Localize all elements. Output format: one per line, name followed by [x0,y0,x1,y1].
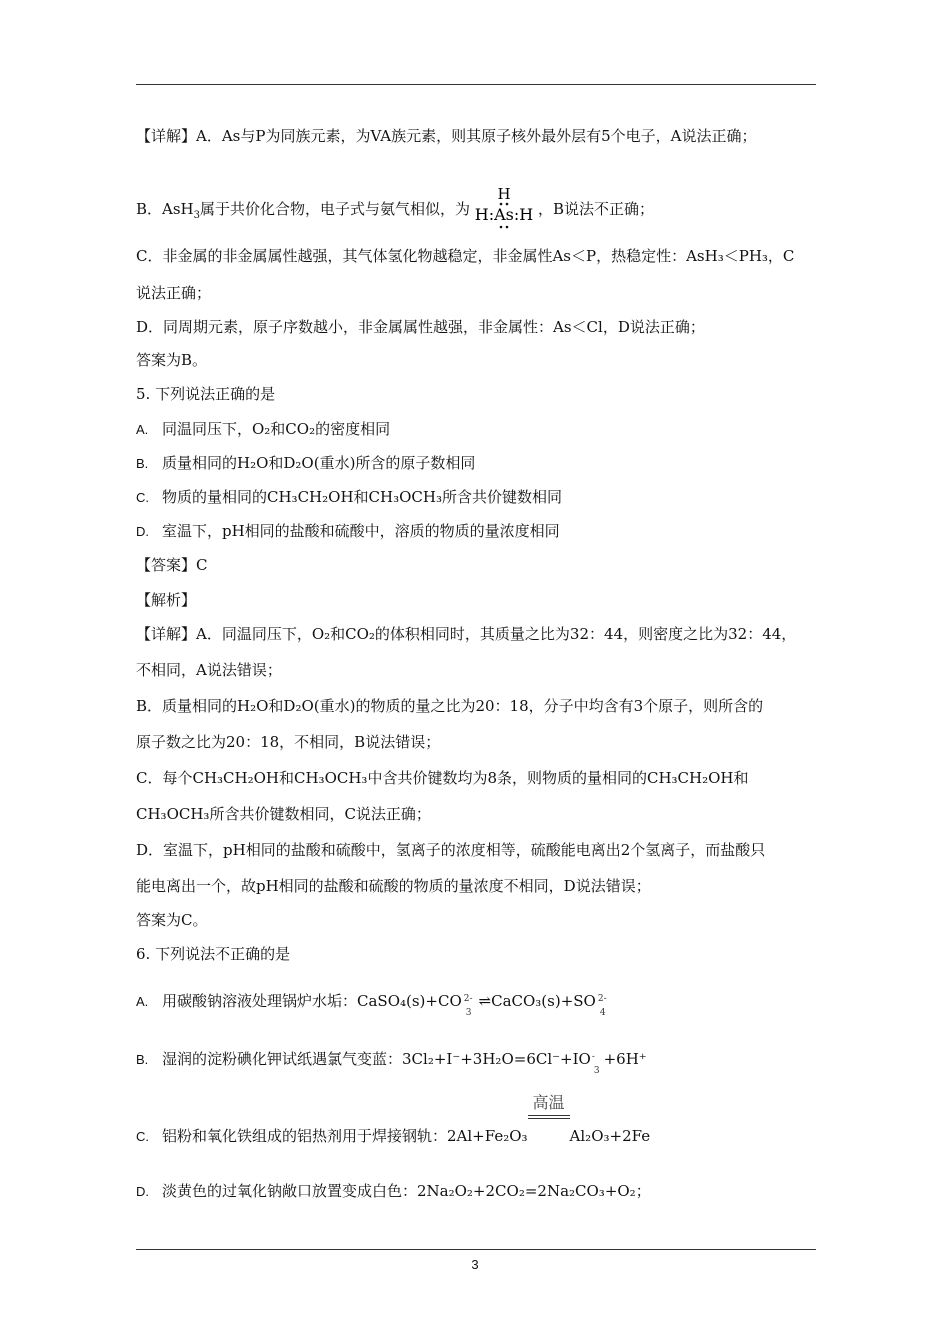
question-6-option-a: A. 用碳酸钠溶液处理锅炉水垢：CaSO₄(s)+CO 2- 3 ⇌CaCO₃(s)+SO 2- 4 [136,992,607,1018]
question-5-option-b: B. 质量相同的H₂O和D₂O(重水)所含的原子数相同 [136,454,476,472]
question-6-option-b: B. 湿润的淀粉碘化钾试纸遇氯气变蓝：3Cl₂+I⁻+3H₂O=6Cl⁻+IO - 3 +6H⁺ [136,1050,647,1076]
text-line: 能电离出一个，故pH相同的盐酸和硫酸的物质的量浓度不相同，D说法错误； [136,877,651,895]
text-line: 【详解】A．同温同压下，O₂和CO₂的体积相同时，其质量之比为32：44，则密度之比为32：44， [136,625,797,643]
reaction-condition: 高温 [528,1121,570,1141]
question-6-option-c: C. 铝粉和氧化铁组成的铝热剂用于焊接钢轨：2Al+Fe₂O₃ 高温 Al₂O₃+2Fe [136,1093,651,1145]
electron-formula-main: H:As:H [474,205,534,224]
text-line: 原子数之比为20：18，不相同，B说法错误； [136,733,441,751]
question-5-option-c: C. 物质的量相同的CH₃CH₂OH和CH₃OCH₃所含共价键数相同 [136,488,562,506]
electron-formula-ash3 [472,186,536,234]
question-5-option-a: A. 同温同压下，O₂和CO₂的密度相同 [136,420,391,438]
page-number: 3 [471,1257,479,1272]
text-line: 说法正确； [136,284,212,302]
text-line: 答案为B。 [136,351,208,369]
question-5-title: 5. 下列说法正确的是 [136,385,276,403]
text-line: 不相同，A说法错误； [136,661,282,679]
text-line: B．AsH$_3$属于共价化合物，电子式与氨气相似，为 H H:As:H ，B说法不正确； [136,186,654,234]
question-6-option-d: D. 淡黄色的过氧化钠敞口放置变成白色：2Na₂O₂+2CO₂=2Na₂CO₃+O₂； [136,1182,651,1200]
analysis-5-heading: 【解析】 [136,591,197,609]
text-line: D．同周期元素，原子序数越小，非金属属性越强，非金属性：As＜Cl，D说法正确； [136,318,705,336]
text-line: D．室温下，pH相同的盐酸和硫酸中，氢离子的浓度相等，硫酸能电离出2个氢离子，而盐酸只 [136,841,766,859]
footer-rule [136,1249,816,1250]
text-line: C．非金属的非金属属性越强，其气体氢化物越稳定，非金属性As＜P，热稳定性：AsH₃＜PH₃，C [136,247,795,265]
text-line: CH₃OCH₃所含共价键数相同，C说法正确； [136,805,431,823]
text-line: C．每个CH₃CH₂OH和CH₃OCH₃中含共价键数均为8条，则物质的量相同的CH₃CH₂OH和 [136,769,749,787]
electron-formula-h-top: H [497,186,511,203]
header-rule [136,84,816,85]
text-line: B．质量相同的H₂O和D₂O(重水)的物质的量之比为20：18，分子中均含有3个原子，则所含的 [136,697,764,715]
answer-5: 【答案】C [136,556,208,574]
question-6-title: 6. 下列说法不正确的是 [136,945,291,963]
text-line: 答案为C。 [136,911,208,929]
question-5-option-d: D. 室温下，pH相同的盐酸和硫酸中，溶质的物质的量浓度相同 [136,522,560,540]
text-line: 【详解】A．As与P为同族元素，为VA族元素，则其原子核外最外层有5个电子，A说法正确； [136,127,757,145]
